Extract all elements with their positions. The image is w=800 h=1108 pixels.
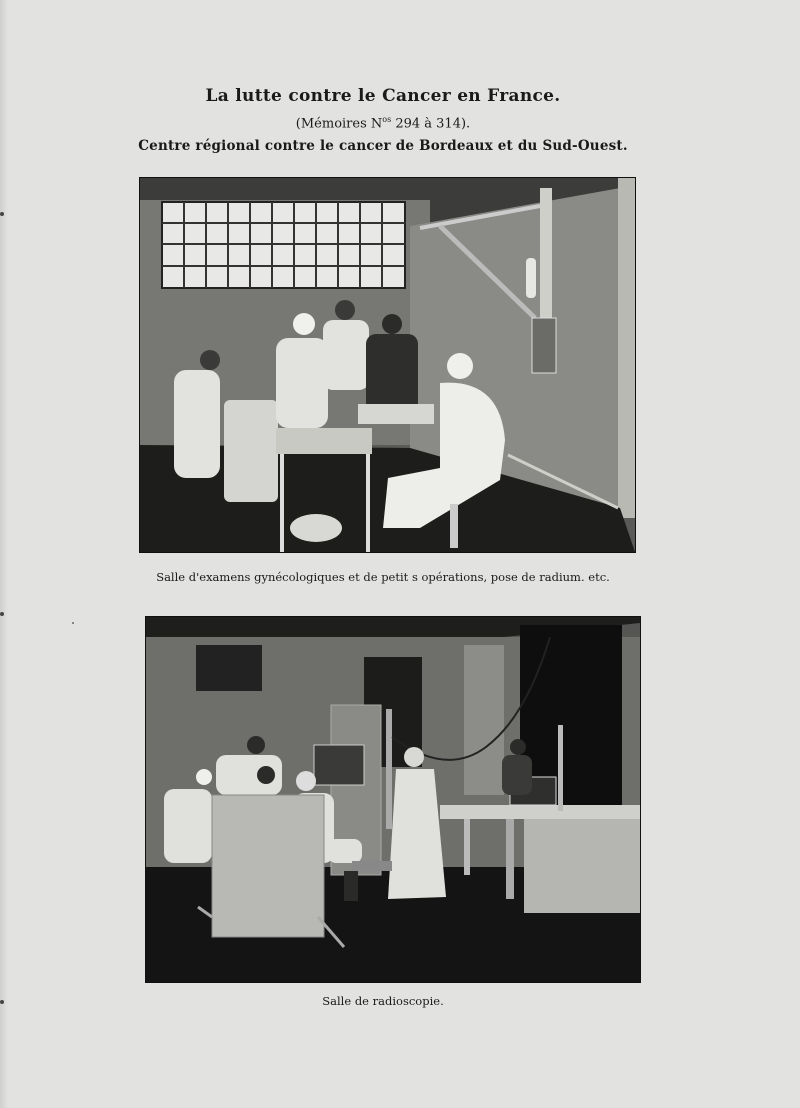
page-title: La lutte contre le Cancer en France. xyxy=(205,86,561,106)
page-edge xyxy=(0,0,8,1108)
margin-speck xyxy=(0,612,4,616)
photo-examination-room xyxy=(139,177,636,553)
photo-radioscopy-room xyxy=(145,616,641,983)
paper-speck xyxy=(72,622,74,624)
memoires-reference: (Mémoires $N^{os}$ 294 à 314). xyxy=(295,115,471,132)
margin-speck xyxy=(0,212,4,216)
figure-2-caption: Salle de radioscopie. xyxy=(322,994,444,1008)
page-header xyxy=(0,82,766,154)
center-heading: Centre régional contre le cancer de Bordeaux et du Sud-Ouest. xyxy=(138,138,628,155)
figure-1-caption: Salle d'examens gynécologiques et de petit s opérations, pose de radium. etc. xyxy=(156,570,610,584)
